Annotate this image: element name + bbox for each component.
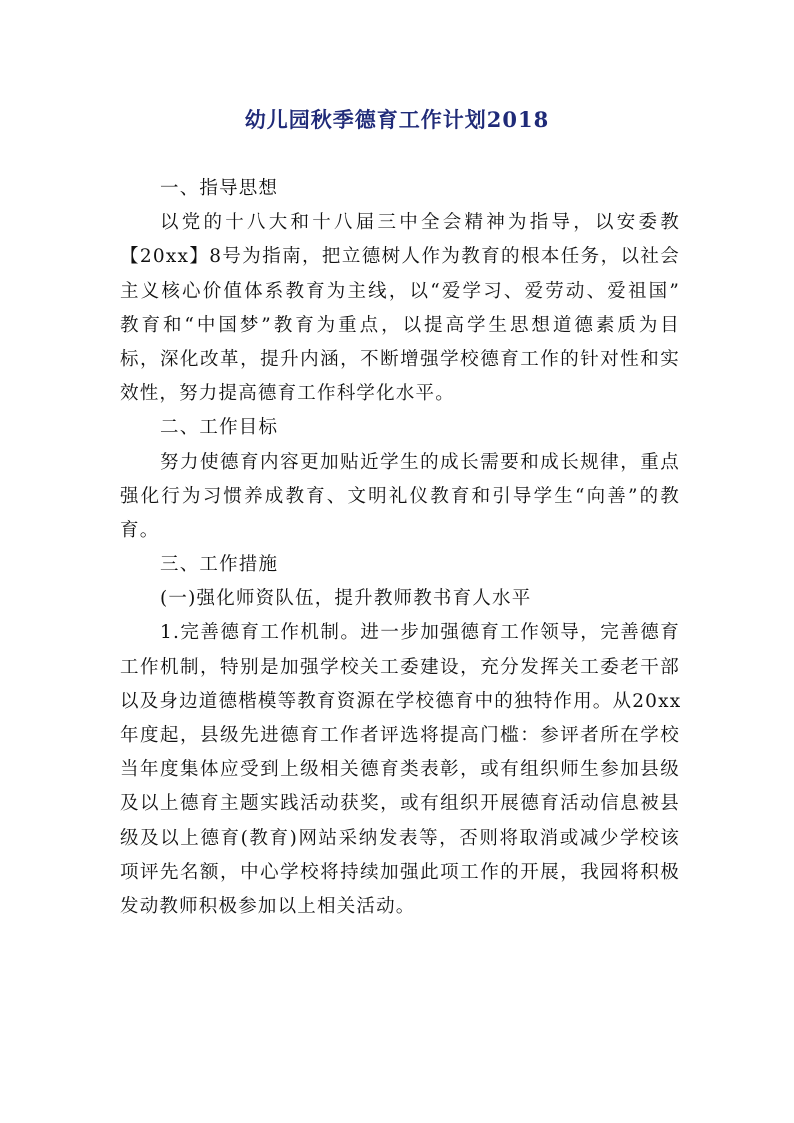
paragraph-line: 年度起，县级先进德育工作者评选将提高门槛：参评者所在学校 (120, 725, 680, 746)
paragraph-line: 1.完善德育工作机制。进一步加强德育工作领导，完善德育 (160, 622, 680, 644)
paragraph-line: 教育和“中国梦”教育为重点，以提高学生思想道德素质为目 (120, 314, 680, 336)
paragraph-line: 育。 (120, 519, 160, 541)
paragraph-line: 项评先名额，中心学校将持续加强此项工作的开展，我园将积极 (120, 861, 680, 883)
paragraph-line: 三、工作措施 (160, 554, 279, 576)
paragraph-line: 发动教师积极参加以上相关活动。 (120, 895, 416, 917)
paragraph-line: (一)强化师资队伍，提升教师教书育人水平 (160, 588, 532, 610)
paragraph-line: 一、指导思想 (160, 178, 279, 199)
paragraph-line: 主义核心价值体系教育为主线，以“爱学习、爱劳动、爱祖国” (120, 280, 680, 302)
document-body (120, 172, 680, 924)
paragraph-line: 强化行为习惯养成教育、文明礼仪教育和引导学生“向善”的教 (120, 485, 680, 507)
paragraph-line: 效性，努力提高德育工作科学化水平。 (120, 383, 455, 405)
paragraph-line: 及以上德育主题实践活动获奖，或有组织开展德育活动信息被县 (120, 793, 680, 815)
paragraph-line: 工作机制，特别是加强学校关工委建设，充分发挥关工委老干部 (120, 656, 680, 678)
paragraph-line: 以及身边道德楷模等教育资源在学校德育中的独特作用。从20xx (120, 690, 682, 712)
paragraph-line: 【20xx】8号为指南，把立德树人作为教育的根本任务，以社会 (120, 246, 680, 268)
paragraph-line: 二、工作目标 (160, 417, 279, 439)
paragraph-line: 级及以上德育(教育)网站采纳发表等，否则将取消或减少学校该 (120, 827, 680, 849)
paragraph-line: 当年度集体应受到上级相关德育类表彰，或有组织师生参加县级 (120, 759, 680, 781)
paragraph-line: 标，深化改革，提升内涵，不断增强学校德育工作的针对性和实 (120, 348, 680, 370)
paragraph-line: 努力使德育内容更加贴近学生的成长需要和成长规律，重点 (160, 451, 680, 473)
document-title: 幼儿园秋季德育工作计划2018 (244, 107, 550, 132)
paragraph-line: 以党的十八大和十八届三中全会精神为指导，以安委教 (160, 212, 680, 234)
